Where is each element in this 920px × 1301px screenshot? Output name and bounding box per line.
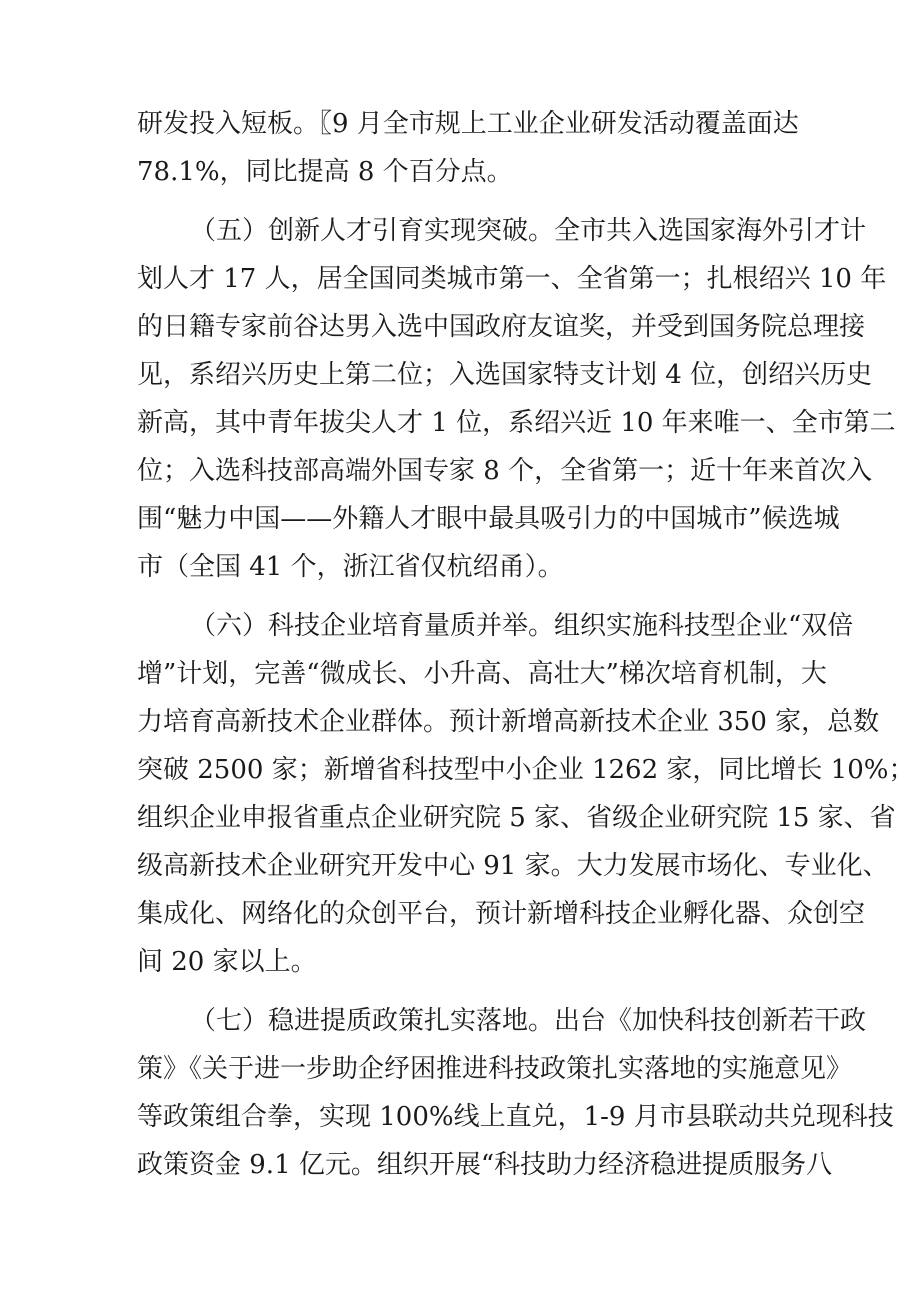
- text-line: 集成化、网络化的众创平台，预计新增科技企业孵化器、众创空: [137, 899, 866, 929]
- paragraph-first-line: （五）创新人才引育实现突破。全市共入选国家海外引才计: [190, 216, 867, 246]
- text-line: 位；入选科技部高端外国专家 8 个，全省第一；近十年来首次入: [137, 456, 873, 486]
- paragraph-first-line: （七）稳进提质政策扎实落地。出台《加快科技创新若干政: [190, 1006, 867, 1036]
- text-line: 政策资金 9.1 亿元。组织开展“科技助力经济稳进提质服务八: [137, 1150, 833, 1180]
- text-line: 78.1%，同比提高 8 个百分点。: [137, 157, 513, 187]
- text-line: 围“魅力中国——外籍人才眼中最具吸引力的中国城市”候选城: [137, 504, 840, 534]
- text-line: 市（全国 41 个，浙江省仅杭绍甬）。: [137, 552, 564, 582]
- text-line: 级高新技术企业研究开发中心 91 家。大力发展市场化、专业化、: [137, 851, 889, 881]
- text-line: 等政策组合拳，实现 100%线上直兑，1-9 月市县联动共兑现科技: [137, 1102, 894, 1132]
- text-line: 划人才 17 人，居全国同类城市第一、全省第一；扎根绍兴 10 年: [137, 264, 887, 294]
- text-line: 力培育高新技术企业群体。预计新增高新技术企业 350 家，总数: [137, 707, 880, 737]
- text-line: 增”计划，完善“微成长、小升高、高壮大”梯次培育机制，大: [137, 659, 827, 689]
- text-line: 突破 2500 家；新增省科技型中小企业 1262 家，同比增长 10%；: [137, 755, 915, 785]
- text-line: 研发投入短板。〖9 月全市规上工业企业研发活动覆盖面达: [137, 109, 799, 139]
- paragraph-first-line: （六）科技企业培育量质并举。组织实施科技型企业“双倍: [190, 611, 854, 641]
- text-line: 见，系绍兴历史上第二位；入选国家特支计划 4 位，创绍兴历史: [137, 360, 873, 390]
- text-line: 组织企业申报省重点企业研究院 5 家、省级企业研究院 15 家、省: [137, 803, 896, 833]
- text-line: 策》《关于进一步助企纾困推进科技政策扎实落地的实施意见》: [137, 1054, 853, 1084]
- text-line: 的日籍专家前谷达男入选中国政府友谊奖，并受到国务院总理接: [137, 312, 866, 342]
- text-line: 新高，其中青年拔尖人才 1 位，系绍兴近 10 年来唯一、全市第二: [137, 408, 896, 438]
- text-line: 间 20 家以上。: [137, 947, 317, 977]
